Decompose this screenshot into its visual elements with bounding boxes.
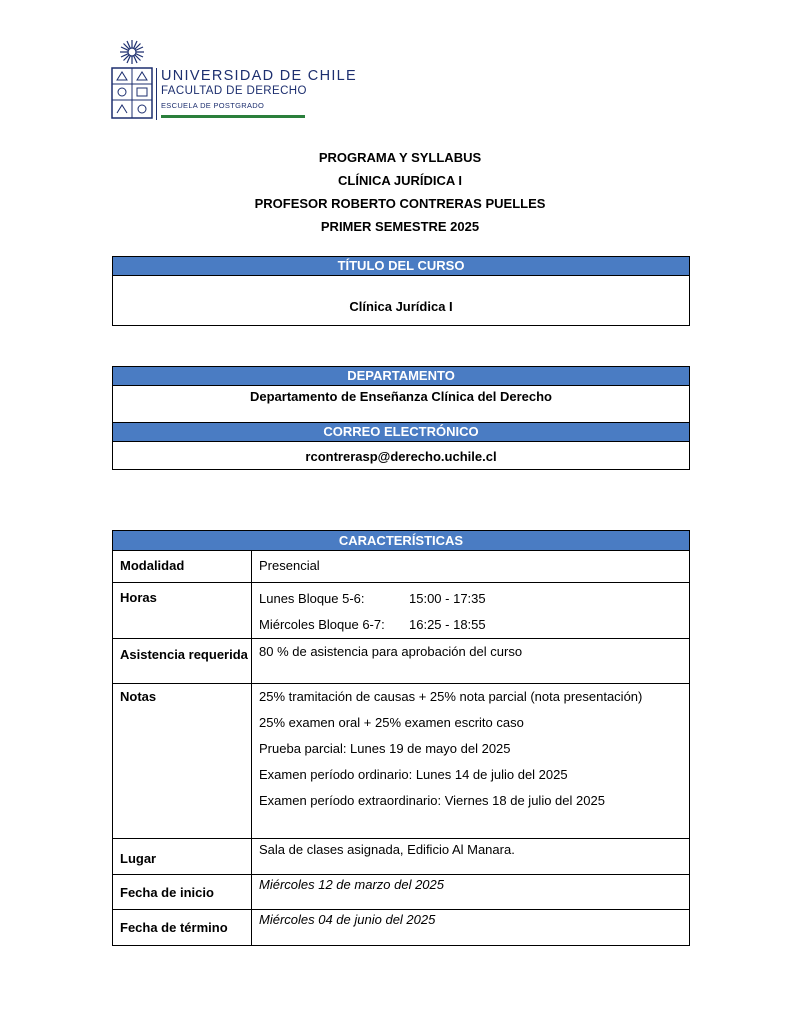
university-logo — [110, 38, 358, 122]
table-row — [113, 639, 690, 684]
inicio-label: Fecha de inicio — [113, 875, 252, 910]
table-row — [113, 910, 690, 946]
school-name: ESCUELA DE POSTGRADO — [161, 101, 265, 110]
notas-line: 25% tramitación de causas + 25% nota parcial (nota presentación) — [259, 689, 643, 704]
termino-label: Fecha de término — [113, 910, 252, 946]
characteristics-header: CARACTERÍSTICAS — [112, 530, 690, 551]
table-row — [113, 839, 690, 875]
semester-heading: PRIMER SEMESTRE 2025 — [320, 219, 480, 234]
inicio-value: Miércoles 12 de marzo del 2025 — [252, 875, 690, 910]
notas-line: Examen período ordinario: Lunes 14 de julio del 2025 — [259, 767, 568, 782]
characteristics-table — [112, 550, 690, 946]
notas-line: 25% examen oral + 25% examen escrito caso — [259, 715, 524, 730]
course-title-value: Clínica Jurídica I — [112, 275, 690, 326]
schedule-row: Lunes Bloque 5-6: 15:00 - 17:35 — [259, 591, 486, 606]
table-row — [113, 551, 690, 583]
table-row — [113, 684, 690, 839]
asistencia-label: Asistencia requerida — [113, 639, 252, 684]
horas-label: Horas — [113, 583, 252, 639]
department-header: DEPARTAMENTO — [112, 366, 690, 386]
university-seal-icon — [110, 38, 158, 122]
course-heading: CLÍNICA JURÍDICA I — [338, 173, 462, 188]
university-name: UNIVERSIDAD DE CHILE — [161, 68, 358, 84]
email-header: CORREO ELECTRÓNICO — [112, 422, 690, 442]
department-value: Departamento de Enseñanza Clínica del Derecho — [112, 385, 690, 423]
faculty-name: FACULTAD DE DERECHO — [161, 85, 307, 97]
lugar-label: Lugar — [113, 839, 252, 875]
schedule-row: Miércoles Bloque 6-7: 16:25 - 18:55 — [259, 617, 486, 632]
termino-value: Miércoles 04 de junio del 2025 — [252, 910, 690, 946]
document-title: PROGRAMA Y SYLLABUS — [318, 150, 482, 165]
asistencia-value: 80 % de asistencia para aprobación del curso — [252, 639, 690, 684]
course-title-header: TÍTULO DEL CURSO — [112, 256, 690, 276]
notas-label: Notas — [113, 684, 252, 839]
modalidad-label: Modalidad — [113, 551, 252, 583]
table-row — [113, 875, 690, 910]
lugar-value: Sala de clases asignada, Edificio Al Manara. — [252, 839, 690, 875]
modalidad-value: Presencial — [252, 551, 690, 583]
email-value: rcontrerasp@derecho.uchile.cl — [112, 441, 690, 470]
notas-line: Examen período extraordinario: Viernes 18 de julio del 2025 — [259, 793, 605, 808]
professor-heading: PROFESOR ROBERTO CONTRERAS PUELLES — [254, 196, 546, 211]
table-row — [113, 583, 690, 639]
notas-line: Prueba parcial: Lunes 19 de mayo del 2025 — [259, 741, 511, 756]
logo-divider — [161, 115, 305, 118]
